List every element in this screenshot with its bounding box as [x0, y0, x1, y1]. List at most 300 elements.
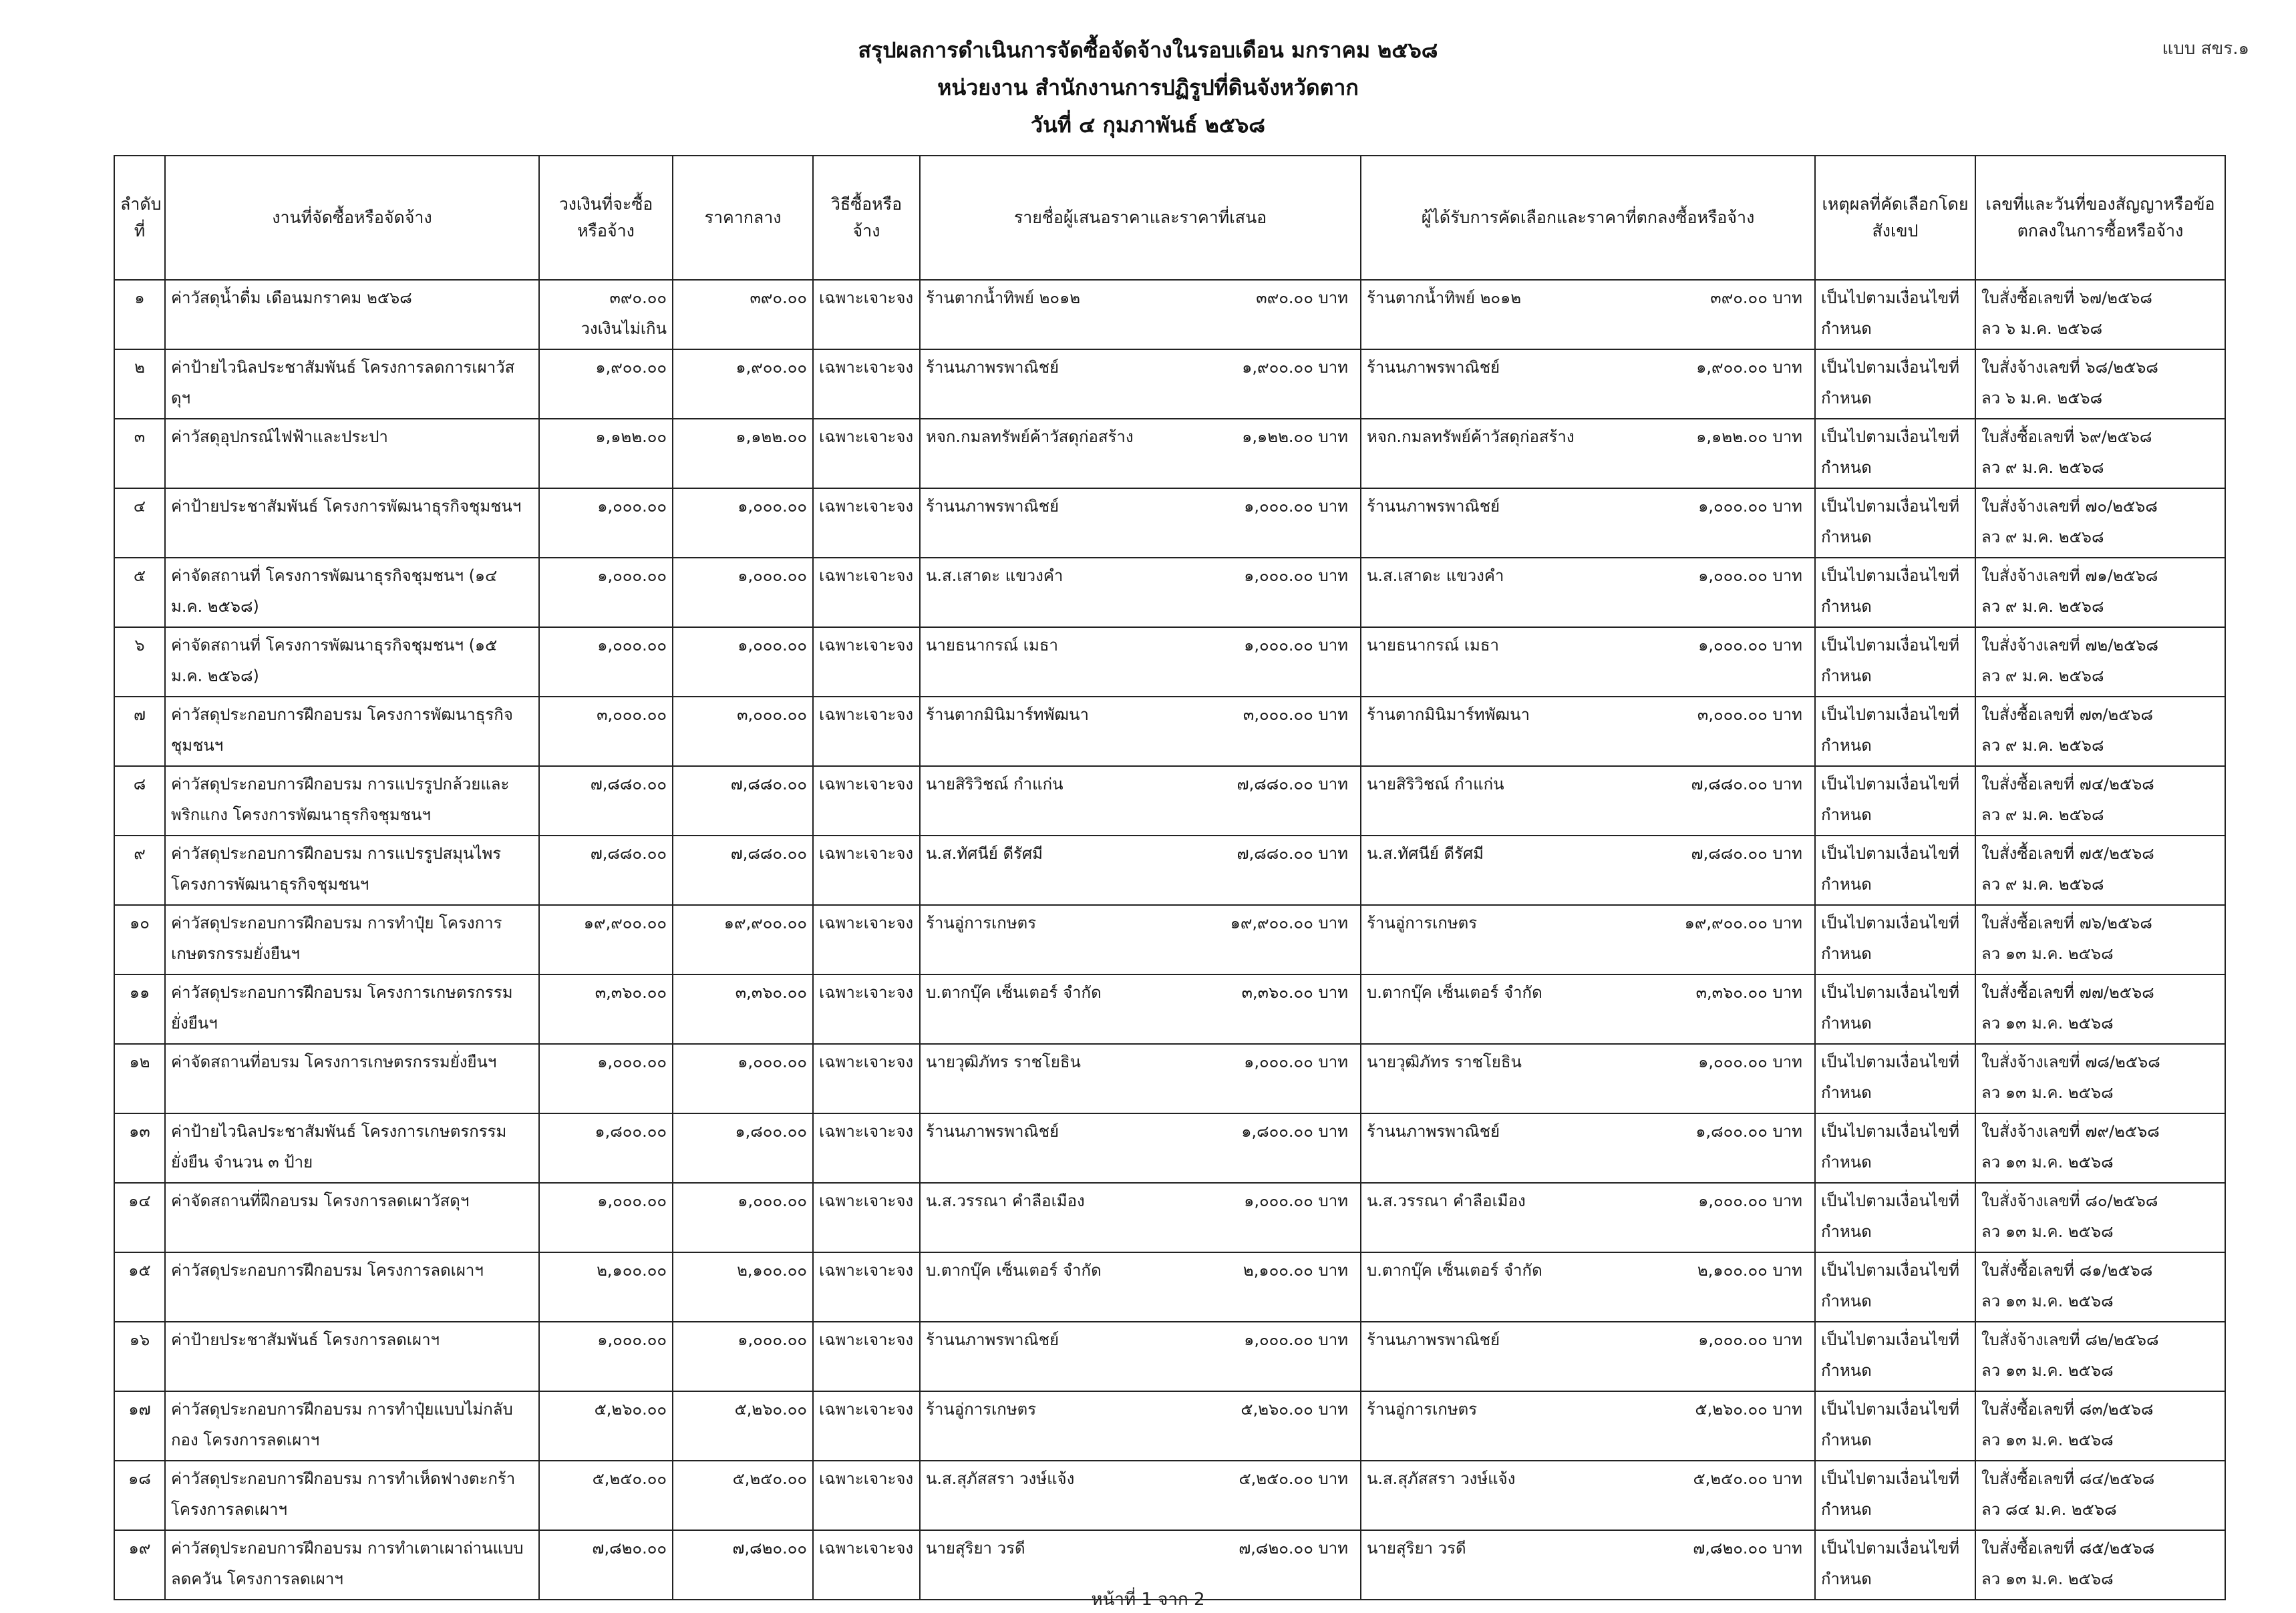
winner-name: น.ส.ทัศนีย์ ดีรัศมี: [1367, 844, 1484, 863]
row-bidder: [920, 558, 1361, 627]
row-budget: [539, 1322, 673, 1391]
row-winner: [1361, 1252, 1815, 1322]
header-median-price: ราคากลาง: [673, 156, 813, 280]
contract-date: ลว ๑๓ ม.ค. ๒๕๖๘: [1981, 1291, 2114, 1310]
row-method: เฉพาะเจาะจง: [813, 1391, 920, 1461]
row-number: ๔: [114, 488, 165, 558]
contract-date: ลว ๑๓ ม.ค. ๒๕๖๘: [1981, 1083, 2114, 1102]
bidder-price: ๑,๐๐๐.๐๐ บาท: [1244, 1330, 1348, 1349]
row-number: ๑๑: [114, 974, 165, 1044]
row-item: ค่าป้ายไวนิลประชาสัมพันธ์ โครงการเกษตรกรรมยั่งยืน จำนวน ๓ ป้าย: [165, 1113, 539, 1183]
form-code: แบบ สขร.๑: [2162, 39, 2249, 59]
row-reason: เป็นไปตามเงื่อนไขที่กำหนด: [1815, 697, 1975, 766]
row-winner: [1361, 974, 1815, 1044]
row-bidder: [920, 280, 1361, 349]
row-number: ๖: [114, 627, 165, 697]
row-reason: เป็นไปตามเงื่อนไขที่กำหนด: [1815, 1183, 1975, 1252]
row-number: ๑๘: [114, 1461, 165, 1530]
table-row: [114, 836, 2225, 905]
row-budget-value: ๑,๐๐๐.๐๐: [597, 1192, 667, 1210]
row-contract: [1975, 905, 2225, 974]
bidder-name: นายสิริวิชณ์ กำแก่น: [926, 775, 1063, 793]
contract-number: ใบสั่งซื้อเลขที่ ๗๕/๒๕๖๘: [1981, 844, 2154, 863]
table-row: [114, 627, 2225, 697]
row-median-price: ๑,๐๐๐.๐๐: [673, 558, 813, 627]
row-budget-value: ๓,๐๐๐.๐๐: [597, 705, 667, 724]
table-row: [114, 974, 2225, 1044]
winner-price: ๗,๘๒๐.๐๐ บาท: [1693, 1539, 1802, 1558]
row-contract: [1975, 419, 2225, 488]
row-number: ๒: [114, 349, 165, 419]
row-budget: [539, 1044, 673, 1113]
row-number: ๕: [114, 558, 165, 627]
winner-name: ร้านนภาพรพาณิชย์: [1367, 497, 1500, 516]
winner-name: ร้านอู่การเกษตร: [1367, 914, 1478, 932]
contract-date: ลว ๖ ม.ค. ๒๕๖๘: [1981, 388, 2103, 407]
row-budget: [539, 488, 673, 558]
contract-date: ลว ๑๓ ม.ค. ๒๕๖๘: [1981, 1013, 2114, 1033]
row-contract: [1975, 1461, 2225, 1530]
bidder-name: ร้านนภาพรพาณิชย์: [926, 1122, 1059, 1141]
row-median-price: ๕,๒๖๐.๐๐: [673, 1391, 813, 1461]
row-winner: [1361, 280, 1815, 349]
contract-number: ใบสั่งซื้อเลขที่ ๘๔/๒๕๖๘: [1981, 1469, 2155, 1488]
bidder-name: น.ส.วรรณา คำลือเมือง: [926, 1192, 1085, 1210]
row-reason: เป็นไปตามเงื่อนไขที่กำหนด: [1815, 1252, 1975, 1322]
row-item: ค่าวัสดุประกอบการฝึกอบรม การทำเห็ดฟางตะกร้า โครงการลดเผาฯ: [165, 1461, 539, 1530]
row-contract: [1975, 1252, 2225, 1322]
row-winner: [1361, 558, 1815, 627]
winner-name: น.ส.สุภัสสรา วงษ์แจ้ง: [1367, 1469, 1516, 1488]
bidder-price: ๑,๑๒๒.๐๐ บาท: [1242, 427, 1348, 446]
bidder-name: นายวุฒิภัทร ราชโยธิน: [926, 1053, 1081, 1071]
row-method: เฉพาะเจาะจง: [813, 280, 920, 349]
contract-date: ลว ๑๓ ม.ค. ๒๕๖๘: [1981, 1430, 2114, 1449]
contract-date: ลว ๙ ม.ค. ๒๕๖๘: [1981, 596, 2104, 616]
row-median-price: ๑,๙๐๐.๐๐: [673, 349, 813, 419]
row-contract: [1975, 766, 2225, 836]
document-title: สรุปผลการดำเนินการจัดซื้อจัดจ้างในรอบเดือน มกราคม ๒๕๖๘: [858, 37, 1438, 63]
contract-number: ใบสั่งจ้างเลขที่ ๖๘/๒๕๖๘: [1981, 358, 2158, 377]
row-reason: เป็นไปตามเงื่อนไขที่กำหนด: [1815, 280, 1975, 349]
table-row: [114, 349, 2225, 419]
row-contract: [1975, 974, 2225, 1044]
row-contract: [1975, 349, 2225, 419]
row-reason: เป็นไปตามเงื่อนไขที่กำหนด: [1815, 974, 1975, 1044]
winner-price: ๕,๒๕๐.๐๐ บาท: [1693, 1469, 1802, 1488]
row-item: ค่าวัสดุประกอบการฝึกอบรม โครงการพัฒนาธุรกิจชุมชนฯ: [165, 697, 539, 766]
contract-number: ใบสั่งซื้อเลขที่ ๗๖/๒๕๖๘: [1981, 914, 2152, 932]
contract-number: ใบสั่งจ้างเลขที่ ๗๘/๒๕๖๘: [1981, 1053, 2160, 1071]
contract-date: ลว ๙ ม.ค. ๒๕๖๘: [1981, 874, 2104, 894]
winner-name: หจก.กมลทรัพย์ค้าวัสดุก่อสร้าง: [1367, 427, 1575, 446]
row-bidder: [920, 1322, 1361, 1391]
report-date: วันที่ ๔ กุมภาพันธ์ ๒๕๖๘: [1031, 112, 1265, 138]
row-budget-value: ๑,๐๐๐.๐๐: [597, 1330, 667, 1349]
row-budget: [539, 697, 673, 766]
bidder-price: ๑,๘๐๐.๐๐ บาท: [1241, 1122, 1348, 1141]
row-winner: [1361, 1044, 1815, 1113]
bidder-price: ๑,๙๐๐.๐๐ บาท: [1242, 358, 1348, 377]
winner-price: ๑,๐๐๐.๐๐ บาท: [1698, 1053, 1802, 1071]
row-number: ๗: [114, 697, 165, 766]
row-budget: [539, 558, 673, 627]
row-contract: [1975, 280, 2225, 349]
row-number: ๘: [114, 766, 165, 836]
bidder-name: น.ส.สุภัสสรา วงษ์แจ้ง: [926, 1469, 1075, 1488]
row-method: เฉพาะเจาะจง: [813, 905, 920, 974]
row-item: ค่าวัสดุประกอบการฝึกอบรม การแปรรูปกล้วยและพริกแกง โครงการพัฒนาธุรกิจชุมชนฯ: [165, 766, 539, 836]
row-contract: [1975, 1183, 2225, 1252]
row-median-price: ๑,๑๒๒.๐๐: [673, 419, 813, 488]
row-bidder: [920, 1252, 1361, 1322]
table-row: [114, 905, 2225, 974]
header-bidders: รายชื่อผู้เสนอราคาและราคาที่เสนอ: [920, 156, 1361, 280]
row-item: ค่าวัสดุอุปกรณ์ไฟฟ้าและประปา: [165, 419, 539, 488]
bidder-price: ๓,๓๖๐.๐๐ บาท: [1241, 983, 1348, 1002]
winner-price: ๓,๓๖๐.๐๐ บาท: [1695, 983, 1802, 1002]
winner-name: นายธนากรณ์ เมธา: [1367, 636, 1499, 655]
row-budget-value: ๗,๘๒๐.๐๐: [592, 1539, 667, 1558]
row-median-price: ๓,๐๐๐.๐๐: [673, 697, 813, 766]
bidder-price: ๓,๐๐๐.๐๐ บาท: [1243, 705, 1348, 724]
bidder-name: ร้านอู่การเกษตร: [926, 914, 1037, 932]
row-median-price: ๑๙,๙๐๐.๐๐: [673, 905, 813, 974]
row-budget-value: ๑,๘๐๐.๐๐: [595, 1122, 667, 1141]
row-budget: [539, 419, 673, 488]
row-method: เฉพาะเจาะจง: [813, 349, 920, 419]
row-item: ค่าจัดสถานที่ฝึกอบรม โครงการลดเผาวัสดุฯ: [165, 1183, 539, 1252]
bidder-price: ๑๙,๙๐๐.๐๐ บาท: [1230, 914, 1348, 932]
row-reason: เป็นไปตามเงื่อนไขที่กำหนด: [1815, 766, 1975, 836]
row-contract: [1975, 488, 2225, 558]
bidder-name: ร้านนภาพรพาณิชย์: [926, 358, 1059, 377]
row-median-price: ๗,๘๘๐.๐๐: [673, 766, 813, 836]
row-median-price: ๓,๓๖๐.๐๐: [673, 974, 813, 1044]
bidder-name: ร้านตากน้ำทิพย์ ๒๐๑๒: [926, 289, 1081, 307]
header-winner: ผู้ได้รับการคัดเลือกและราคาที่ตกลงซื้อหรือจ้าง: [1361, 156, 1815, 280]
row-number: ๑๒: [114, 1044, 165, 1113]
table-row: [114, 558, 2225, 627]
row-method: เฉพาะเจาะจง: [813, 1252, 920, 1322]
winner-price: ๑,๐๐๐.๐๐ บาท: [1698, 1330, 1802, 1349]
table-row: [114, 766, 2225, 836]
row-item: ค่าวัสดุประกอบการฝึกอบรม การทำเตาเผาถ่านแบบลดควัน โครงการลดเผาฯ: [165, 1530, 539, 1600]
winner-price: ๗,๘๘๐.๐๐ บาท: [1691, 844, 1802, 863]
winner-price: ๑,๐๐๐.๐๐ บาท: [1698, 497, 1802, 516]
contract-date: ลว ๑๓ ม.ค. ๒๕๖๘: [1981, 1361, 2114, 1380]
row-median-price: ๒,๑๐๐.๐๐: [673, 1252, 813, 1322]
row-reason: เป็นไปตามเงื่อนไขที่กำหนด: [1815, 905, 1975, 974]
row-item: ค่าวัสดุประกอบการฝึกอบรม การทำปุ๋ยแบบไม่กลับกอง โครงการลดเผาฯ: [165, 1391, 539, 1461]
row-bidder: [920, 974, 1361, 1044]
row-median-price: ๓๙๐.๐๐: [673, 280, 813, 349]
row-budget: [539, 974, 673, 1044]
winner-name: นายสิริวิชณ์ กำแก่น: [1367, 775, 1504, 793]
bidder-name: นายธนากรณ์ เมธา: [926, 636, 1058, 655]
bidder-price: ๑,๐๐๐.๐๐ บาท: [1244, 1192, 1348, 1210]
table-row: [114, 488, 2225, 558]
contract-number: ใบสั่งซื้อเลขที่ ๗๓/๒๕๖๘: [1981, 705, 2154, 724]
contract-number: ใบสั่งซื้อเลขที่ ๖๗/๒๕๖๘: [1981, 289, 2152, 307]
contract-date: ลว ๑๓ ม.ค. ๒๕๖๘: [1981, 1569, 2114, 1588]
header-no: ลำดับที่: [114, 156, 165, 280]
bidder-name: นายสุริยา วรดี: [926, 1539, 1025, 1558]
row-bidder: [920, 766, 1361, 836]
row-bidder: [920, 1461, 1361, 1530]
row-bidder: [920, 1113, 1361, 1183]
row-method: เฉพาะเจาะจง: [813, 419, 920, 488]
row-bidder: [920, 697, 1361, 766]
row-contract: [1975, 558, 2225, 627]
row-contract: [1975, 1322, 2225, 1391]
row-reason: เป็นไปตามเงื่อนไขที่กำหนด: [1815, 349, 1975, 419]
contract-date: ลว ๙ ม.ค. ๒๕๖๘: [1981, 527, 2104, 546]
row-contract: [1975, 697, 2225, 766]
contract-date: ลว ๙ ม.ค. ๒๕๖๘: [1981, 458, 2104, 477]
table-row: [114, 1391, 2225, 1461]
row-reason: เป็นไปตามเงื่อนไขที่กำหนด: [1815, 1044, 1975, 1113]
header-item: งานที่จัดซื้อหรือจัดจ้าง: [165, 156, 539, 280]
row-method: เฉพาะเจาะจง: [813, 836, 920, 905]
bidder-price: ๗,๘๘๐.๐๐ บาท: [1237, 775, 1348, 793]
winner-name: ร้านนภาพรพาณิชย์: [1367, 1122, 1500, 1141]
table-row: [114, 1183, 2225, 1252]
row-budget-note: วงเงินไม่เกิน: [581, 319, 667, 338]
row-median-price: ๑,๐๐๐.๐๐: [673, 1183, 813, 1252]
contract-date: ลว ๙ ม.ค. ๒๕๖๘: [1981, 666, 2104, 685]
winner-name: ร้านอู่การเกษตร: [1367, 1400, 1478, 1419]
winner-price: ๑๙,๙๐๐.๐๐ บาท: [1684, 914, 1802, 932]
winner-price: ๑,๘๐๐.๐๐ บาท: [1695, 1122, 1802, 1141]
row-budget-value: ๗,๘๘๐.๐๐: [590, 844, 667, 863]
row-budget: [539, 1391, 673, 1461]
contract-number: ใบสั่งจ้างเลขที่ ๗๑/๒๕๖๘: [1981, 566, 2158, 585]
contract-number: ใบสั่งจ้างเลขที่ ๘๒/๒๕๖๘: [1981, 1330, 2159, 1349]
row-item: ค่าวัสดุประกอบการฝึกอบรม การทำปุ๋ย โครงการเกษตรกรรมยั่งยืนฯ: [165, 905, 539, 974]
row-number: ๑๕: [114, 1252, 165, 1322]
row-number: ๑: [114, 280, 165, 349]
table-row: [114, 1113, 2225, 1183]
table-header-row: [114, 156, 2225, 280]
contract-number: ใบสั่งจ้างเลขที่ ๗๒/๒๕๖๘: [1981, 636, 2159, 655]
winner-price: ๓๙๐.๐๐ บาท: [1710, 289, 1802, 307]
row-budget-value: ๑๙,๙๐๐.๐๐: [583, 914, 667, 932]
contract-number: ใบสั่งจ้างเลขที่ ๘๐/๒๕๖๘: [1981, 1192, 2158, 1210]
row-number: ๑๔: [114, 1183, 165, 1252]
row-winner: [1361, 627, 1815, 697]
row-item: ค่าวัสดุประกอบการฝึกอบรม การแปรรูปสมุนไพร โครงการพัฒนาธุรกิจชุมชนฯ: [165, 836, 539, 905]
winner-name: นายวุฒิภัทร ราชโยธิน: [1367, 1053, 1522, 1071]
row-median-price: ๑,๐๐๐.๐๐: [673, 1322, 813, 1391]
row-median-price: ๗,๘๘๐.๐๐: [673, 836, 813, 905]
contract-number: ใบสั่งซื้อเลขที่ ๖๙/๒๕๖๘: [1981, 427, 2152, 446]
row-budget: [539, 627, 673, 697]
row-median-price: ๑,๐๐๐.๐๐: [673, 627, 813, 697]
bidder-name: ร้านนภาพรพาณิชย์: [926, 497, 1059, 516]
contract-number: ใบสั่งซื้อเลขที่ ๗๔/๒๕๖๘: [1981, 775, 2154, 793]
row-budget: [539, 280, 673, 349]
row-budget: [539, 349, 673, 419]
row-contract: [1975, 1044, 2225, 1113]
row-reason: เป็นไปตามเงื่อนไขที่กำหนด: [1815, 1530, 1975, 1600]
row-number: ๑๗: [114, 1391, 165, 1461]
row-method: เฉพาะเจาะจง: [813, 974, 920, 1044]
row-number: ๑๖: [114, 1322, 165, 1391]
winner-price: ๑,๐๐๐.๐๐ บาท: [1698, 566, 1802, 585]
bidder-name: น.ส.เสาดะ แขวงคำ: [926, 566, 1063, 585]
row-reason: เป็นไปตามเงื่อนไขที่กำหนด: [1815, 836, 1975, 905]
row-item: ค่าจัดสถานที่อบรม โครงการเกษตรกรรมยั่งยืนฯ: [165, 1044, 539, 1113]
winner-price: ๒,๑๐๐.๐๐ บาท: [1697, 1261, 1802, 1280]
row-bidder: [920, 836, 1361, 905]
winner-name: บ.ตากบุ๊ค เซ็นเตอร์ จำกัด: [1367, 1261, 1542, 1280]
contract-number: ใบสั่งซื้อเลขที่ ๘๕/๒๕๖๘: [1981, 1539, 2155, 1558]
contract-date: ลว ๙ ม.ค. ๒๕๖๘: [1981, 805, 2104, 824]
winner-name: น.ส.เสาดะ แขวงคำ: [1367, 566, 1504, 585]
row-method: เฉพาะเจาะจง: [813, 1461, 920, 1530]
contract-date: ลว ๑๓ ม.ค. ๒๕๖๘: [1981, 944, 2114, 963]
row-budget: [539, 1113, 673, 1183]
winner-price: ๑,๐๐๐.๐๐ บาท: [1698, 636, 1802, 655]
table-row: [114, 1252, 2225, 1322]
row-bidder: [920, 1044, 1361, 1113]
row-method: เฉพาะเจาะจง: [813, 1530, 920, 1600]
row-reason: เป็นไปตามเงื่อนไขที่กำหนด: [1815, 1391, 1975, 1461]
row-budget: [539, 905, 673, 974]
row-method: เฉพาะเจาะจง: [813, 1183, 920, 1252]
contract-date: ลว ๑๓ ม.ค. ๒๕๖๘: [1981, 1222, 2114, 1241]
bidder-price: ๑,๐๐๐.๐๐ บาท: [1244, 1053, 1348, 1071]
winner-price: ๑,๑๒๒.๐๐ บาท: [1696, 427, 1802, 446]
row-method: เฉพาะเจาะจง: [813, 488, 920, 558]
row-bidder: [920, 1183, 1361, 1252]
row-item: ค่าจัดสถานที่ โครงการพัฒนาธุรกิจชุมชนฯ (๑๔ ม.ค. ๒๕๖๘): [165, 558, 539, 627]
row-reason: เป็นไปตามเงื่อนไขที่กำหนด: [1815, 488, 1975, 558]
agency-name: หน่วยงาน สำนักงานการปฏิรูปที่ดินจังหวัดตาก: [937, 75, 1359, 100]
winner-price: ๑,๐๐๐.๐๐ บาท: [1698, 1192, 1802, 1210]
row-reason: เป็นไปตามเงื่อนไขที่กำหนด: [1815, 1461, 1975, 1530]
row-budget: [539, 836, 673, 905]
row-median-price: ๕,๒๕๐.๐๐: [673, 1461, 813, 1530]
winner-price: ๓,๐๐๐.๐๐ บาท: [1697, 705, 1802, 724]
contract-number: ใบสั่งซื้อเลขที่ ๗๗/๒๕๖๘: [1981, 983, 2154, 1002]
row-method: เฉพาะเจาะจง: [813, 1113, 920, 1183]
bidder-price: ๓๙๐.๐๐ บาท: [1256, 289, 1348, 307]
row-budget: [539, 1461, 673, 1530]
row-budget-value: ๕,๒๖๐.๐๐: [594, 1400, 667, 1419]
row-winner: [1361, 1322, 1815, 1391]
procurement-table: [114, 155, 2226, 1600]
table-row: [114, 697, 2225, 766]
winner-name: ร้านตากน้ำทิพย์ ๒๐๑๒: [1367, 289, 1522, 307]
row-item: ค่าวัสดุประกอบการฝึกอบรม โครงการลดเผาฯ: [165, 1252, 539, 1322]
bidder-name: ร้านตากมินิมาร์ทพัฒนา: [926, 705, 1089, 724]
winner-price: ๑,๙๐๐.๐๐ บาท: [1696, 358, 1802, 377]
row-method: เฉพาะเจาะจง: [813, 1044, 920, 1113]
bidder-name: หจก.กมลทรัพย์ค้าวัสดุก่อสร้าง: [926, 427, 1134, 446]
row-budget-value: ๑,๐๐๐.๐๐: [597, 566, 667, 585]
row-budget-value: ๑,๑๒๒.๐๐: [595, 427, 667, 446]
row-reason: เป็นไปตามเงื่อนไขที่กำหนด: [1815, 627, 1975, 697]
winner-name: ร้านนภาพรพาณิชย์: [1367, 358, 1500, 377]
row-winner: [1361, 1183, 1815, 1252]
row-number: ๑๓: [114, 1113, 165, 1183]
row-number: ๑๙: [114, 1530, 165, 1600]
bidder-name: บ.ตากบุ๊ค เซ็นเตอร์ จำกัด: [926, 983, 1102, 1002]
row-reason: เป็นไปตามเงื่อนไขที่กำหนด: [1815, 1322, 1975, 1391]
row-winner: [1361, 766, 1815, 836]
page-footer: หน้าที่ 1 จาก 2: [1091, 1590, 1205, 1610]
row-contract: [1975, 1391, 2225, 1461]
row-winner: [1361, 1113, 1815, 1183]
row-winner: [1361, 836, 1815, 905]
table-row: [114, 1044, 2225, 1113]
row-budget: [539, 1252, 673, 1322]
row-budget-value: ๒,๑๐๐.๐๐: [597, 1261, 667, 1280]
row-median-price: ๑,๐๐๐.๐๐: [673, 1044, 813, 1113]
row-bidder: [920, 349, 1361, 419]
bidder-name: น.ส.ทัศนีย์ ดีรัศมี: [926, 844, 1043, 863]
row-method: เฉพาะเจาะจง: [813, 558, 920, 627]
row-budget-value: ๗,๘๘๐.๐๐: [590, 775, 667, 793]
row-budget: [539, 766, 673, 836]
row-method: เฉพาะเจาะจง: [813, 627, 920, 697]
row-number: ๑๐: [114, 905, 165, 974]
row-budget-value: ๑,๐๐๐.๐๐: [597, 636, 667, 655]
row-contract: [1975, 836, 2225, 905]
row-budget: [539, 1183, 673, 1252]
row-bidder: [920, 488, 1361, 558]
row-item: ค่าป้ายประชาสัมพันธ์ โครงการลดเผาฯ: [165, 1322, 539, 1391]
row-winner: [1361, 349, 1815, 419]
row-item: ค่าป้ายประชาสัมพันธ์ โครงการพัฒนาธุรกิจชุมชนฯ: [165, 488, 539, 558]
table-row: [114, 419, 2225, 488]
contract-number: ใบสั่งจ้างเลขที่ ๗๐/๒๕๖๘: [1981, 497, 2158, 516]
row-number: ๙: [114, 836, 165, 905]
row-winner: [1361, 488, 1815, 558]
header-method: วิธีซื้อหรือจ้าง: [813, 156, 920, 280]
table-row: [114, 280, 2225, 349]
bidder-name: ร้านนภาพรพาณิชย์: [926, 1330, 1059, 1349]
bidder-price: ๕,๒๖๐.๐๐ บาท: [1241, 1400, 1348, 1419]
winner-name: บ.ตากบุ๊ค เซ็นเตอร์ จำกัด: [1367, 983, 1542, 1002]
row-method: เฉพาะเจาะจง: [813, 697, 920, 766]
row-bidder: [920, 419, 1361, 488]
row-budget-value: ๓๙๐.๐๐: [609, 289, 667, 307]
bidder-price: ๑,๐๐๐.๐๐ บาท: [1244, 636, 1348, 655]
table-row: [114, 1461, 2225, 1530]
winner-price: ๕,๒๖๐.๐๐ บาท: [1695, 1400, 1802, 1419]
row-budget-value: ๑,๐๐๐.๐๐: [597, 497, 667, 516]
row-number: ๓: [114, 419, 165, 488]
row-reason: เป็นไปตามเงื่อนไขที่กำหนด: [1815, 558, 1975, 627]
winner-name: น.ส.วรรณา คำลือเมือง: [1367, 1192, 1526, 1210]
row-item: ค่าวัสดุประกอบการฝึกอบรม โครงการเกษตรกรรมยั่งยืนฯ: [165, 974, 539, 1044]
row-winner: [1361, 419, 1815, 488]
row-median-price: ๗,๘๒๐.๐๐: [673, 1530, 813, 1600]
row-item: ค่าป้ายไวนิลประชาสัมพันธ์ โครงการลดการเผาวัสดุฯ: [165, 349, 539, 419]
contract-date: ลว ๘๔ ม.ค. ๒๕๖๘: [1981, 1499, 2117, 1519]
row-winner: [1361, 697, 1815, 766]
bidder-price: ๗,๘๘๐.๐๐ บาท: [1237, 844, 1348, 863]
row-reason: เป็นไปตามเงื่อนไขที่กำหนด: [1815, 419, 1975, 488]
bidder-price: ๑,๐๐๐.๐๐ บาท: [1244, 497, 1348, 516]
contract-number: ใบสั่งซื้อเลขที่ ๘๑/๒๕๖๘: [1981, 1261, 2153, 1280]
contract-number: ใบสั่งซื้อเลขที่ ๘๓/๒๕๖๘: [1981, 1400, 2154, 1419]
row-method: เฉพาะเจาะจง: [813, 1322, 920, 1391]
contract-date: ลว ๖ ม.ค. ๒๕๖๘: [1981, 319, 2103, 338]
